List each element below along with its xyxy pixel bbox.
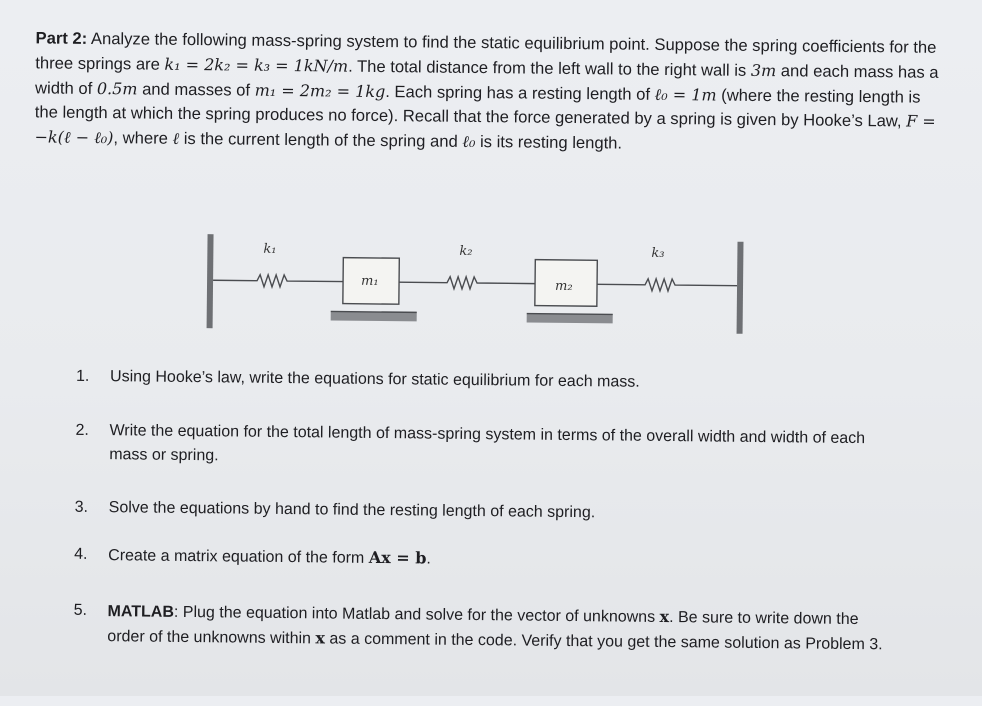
intro-text: . The total distance from the left wall to the right wall is xyxy=(348,56,751,80)
intro-text: Analyze the following mass-spring system to find the static equilibrium point. Suppose the spring coefficients for the three springs are xyxy=(35,28,937,74)
mass-width: 0.5m xyxy=(96,78,138,99)
intro-text: is the current length of the spring and xyxy=(179,129,463,152)
right-wall xyxy=(737,242,744,334)
mass-equation: m₁ = 2m₂ = 1kg xyxy=(254,80,386,101)
question-number: 2. xyxy=(75,421,89,439)
label-m1: m₁ xyxy=(360,273,379,289)
question-number: 3. xyxy=(74,498,89,516)
question-number: 4. xyxy=(74,545,88,563)
spring-2 xyxy=(399,276,535,289)
ell0-symbol: ℓ₀ xyxy=(462,132,476,152)
spring-coefficient-equation: k₁ = 2k₂ = k₃ = 1kN/m xyxy=(164,54,349,76)
question-number: 1. xyxy=(75,367,90,385)
question-4 xyxy=(74,543,904,577)
label-k1: k₁ xyxy=(263,241,277,257)
question-text-part: . Be sure to write down the order of the unknowns within xyxy=(107,609,859,648)
question-text-part: as a comment in the code. Verify that you get the same solution as Problem 3. xyxy=(324,630,883,654)
intro-text: and masses of xyxy=(137,79,255,100)
total-distance: 3m xyxy=(750,60,777,80)
ground-2 xyxy=(527,314,613,324)
ground-1 xyxy=(331,311,417,321)
ground-2-surface xyxy=(527,314,613,315)
question-1 xyxy=(76,365,906,398)
question-3 xyxy=(75,496,905,529)
spring-1 xyxy=(213,274,343,287)
question-text-part: Create a matrix equation of the form xyxy=(108,547,369,567)
question-text: Solve the equations by hand to find the resting length of each spring. xyxy=(108,499,596,522)
question-2 xyxy=(75,419,905,476)
intro-text: (where the resting length is the length at which the spring produces no force). Recall that the force generated by a spring is given by Hooke’s Law, xyxy=(34,85,921,131)
question-text xyxy=(108,543,898,576)
question-5 xyxy=(73,599,903,658)
problem-statement xyxy=(34,26,940,159)
question-text-part: : Plug the equation into Matlab and solve for the vector of unknowns xyxy=(173,603,660,626)
matlab-label: MATLAB xyxy=(107,603,175,621)
question-text xyxy=(107,599,897,657)
intro-text: and each mass has a width of xyxy=(34,60,939,98)
ground-1-surface xyxy=(331,311,417,312)
question-text: Using Hooke’s law, write the equations for static equilibrium for each mass. xyxy=(109,368,640,391)
ell-symbol: ℓ xyxy=(172,129,180,149)
label-k3: k₃ xyxy=(651,245,665,261)
mass-spring-diagram xyxy=(196,230,757,348)
hookes-law-equation: F = −k(ℓ − ℓ₀) xyxy=(34,111,936,148)
resting-length-equation: ℓ₀ = 1m xyxy=(654,84,717,105)
vector-x: x xyxy=(315,628,326,648)
intro-text: is its resting length. xyxy=(475,132,623,153)
left-wall xyxy=(207,234,214,328)
label-m2: m₂ xyxy=(554,278,573,295)
intro-text: , where xyxy=(113,128,173,149)
vector-x: x xyxy=(659,606,670,627)
label-k2: k₂ xyxy=(459,243,473,259)
question-text-part: . xyxy=(426,550,431,568)
intro-text: . Each spring has a resting length of xyxy=(385,81,655,104)
part-label: Part 2: xyxy=(35,28,88,48)
spring-3 xyxy=(597,278,737,291)
question-number: 5. xyxy=(73,601,88,619)
question-text: Write the equation for the total length of mass-spring system in terms of the overall width and width of each mass or spring. xyxy=(109,422,866,465)
matrix-equation: Ax = b xyxy=(368,547,427,568)
